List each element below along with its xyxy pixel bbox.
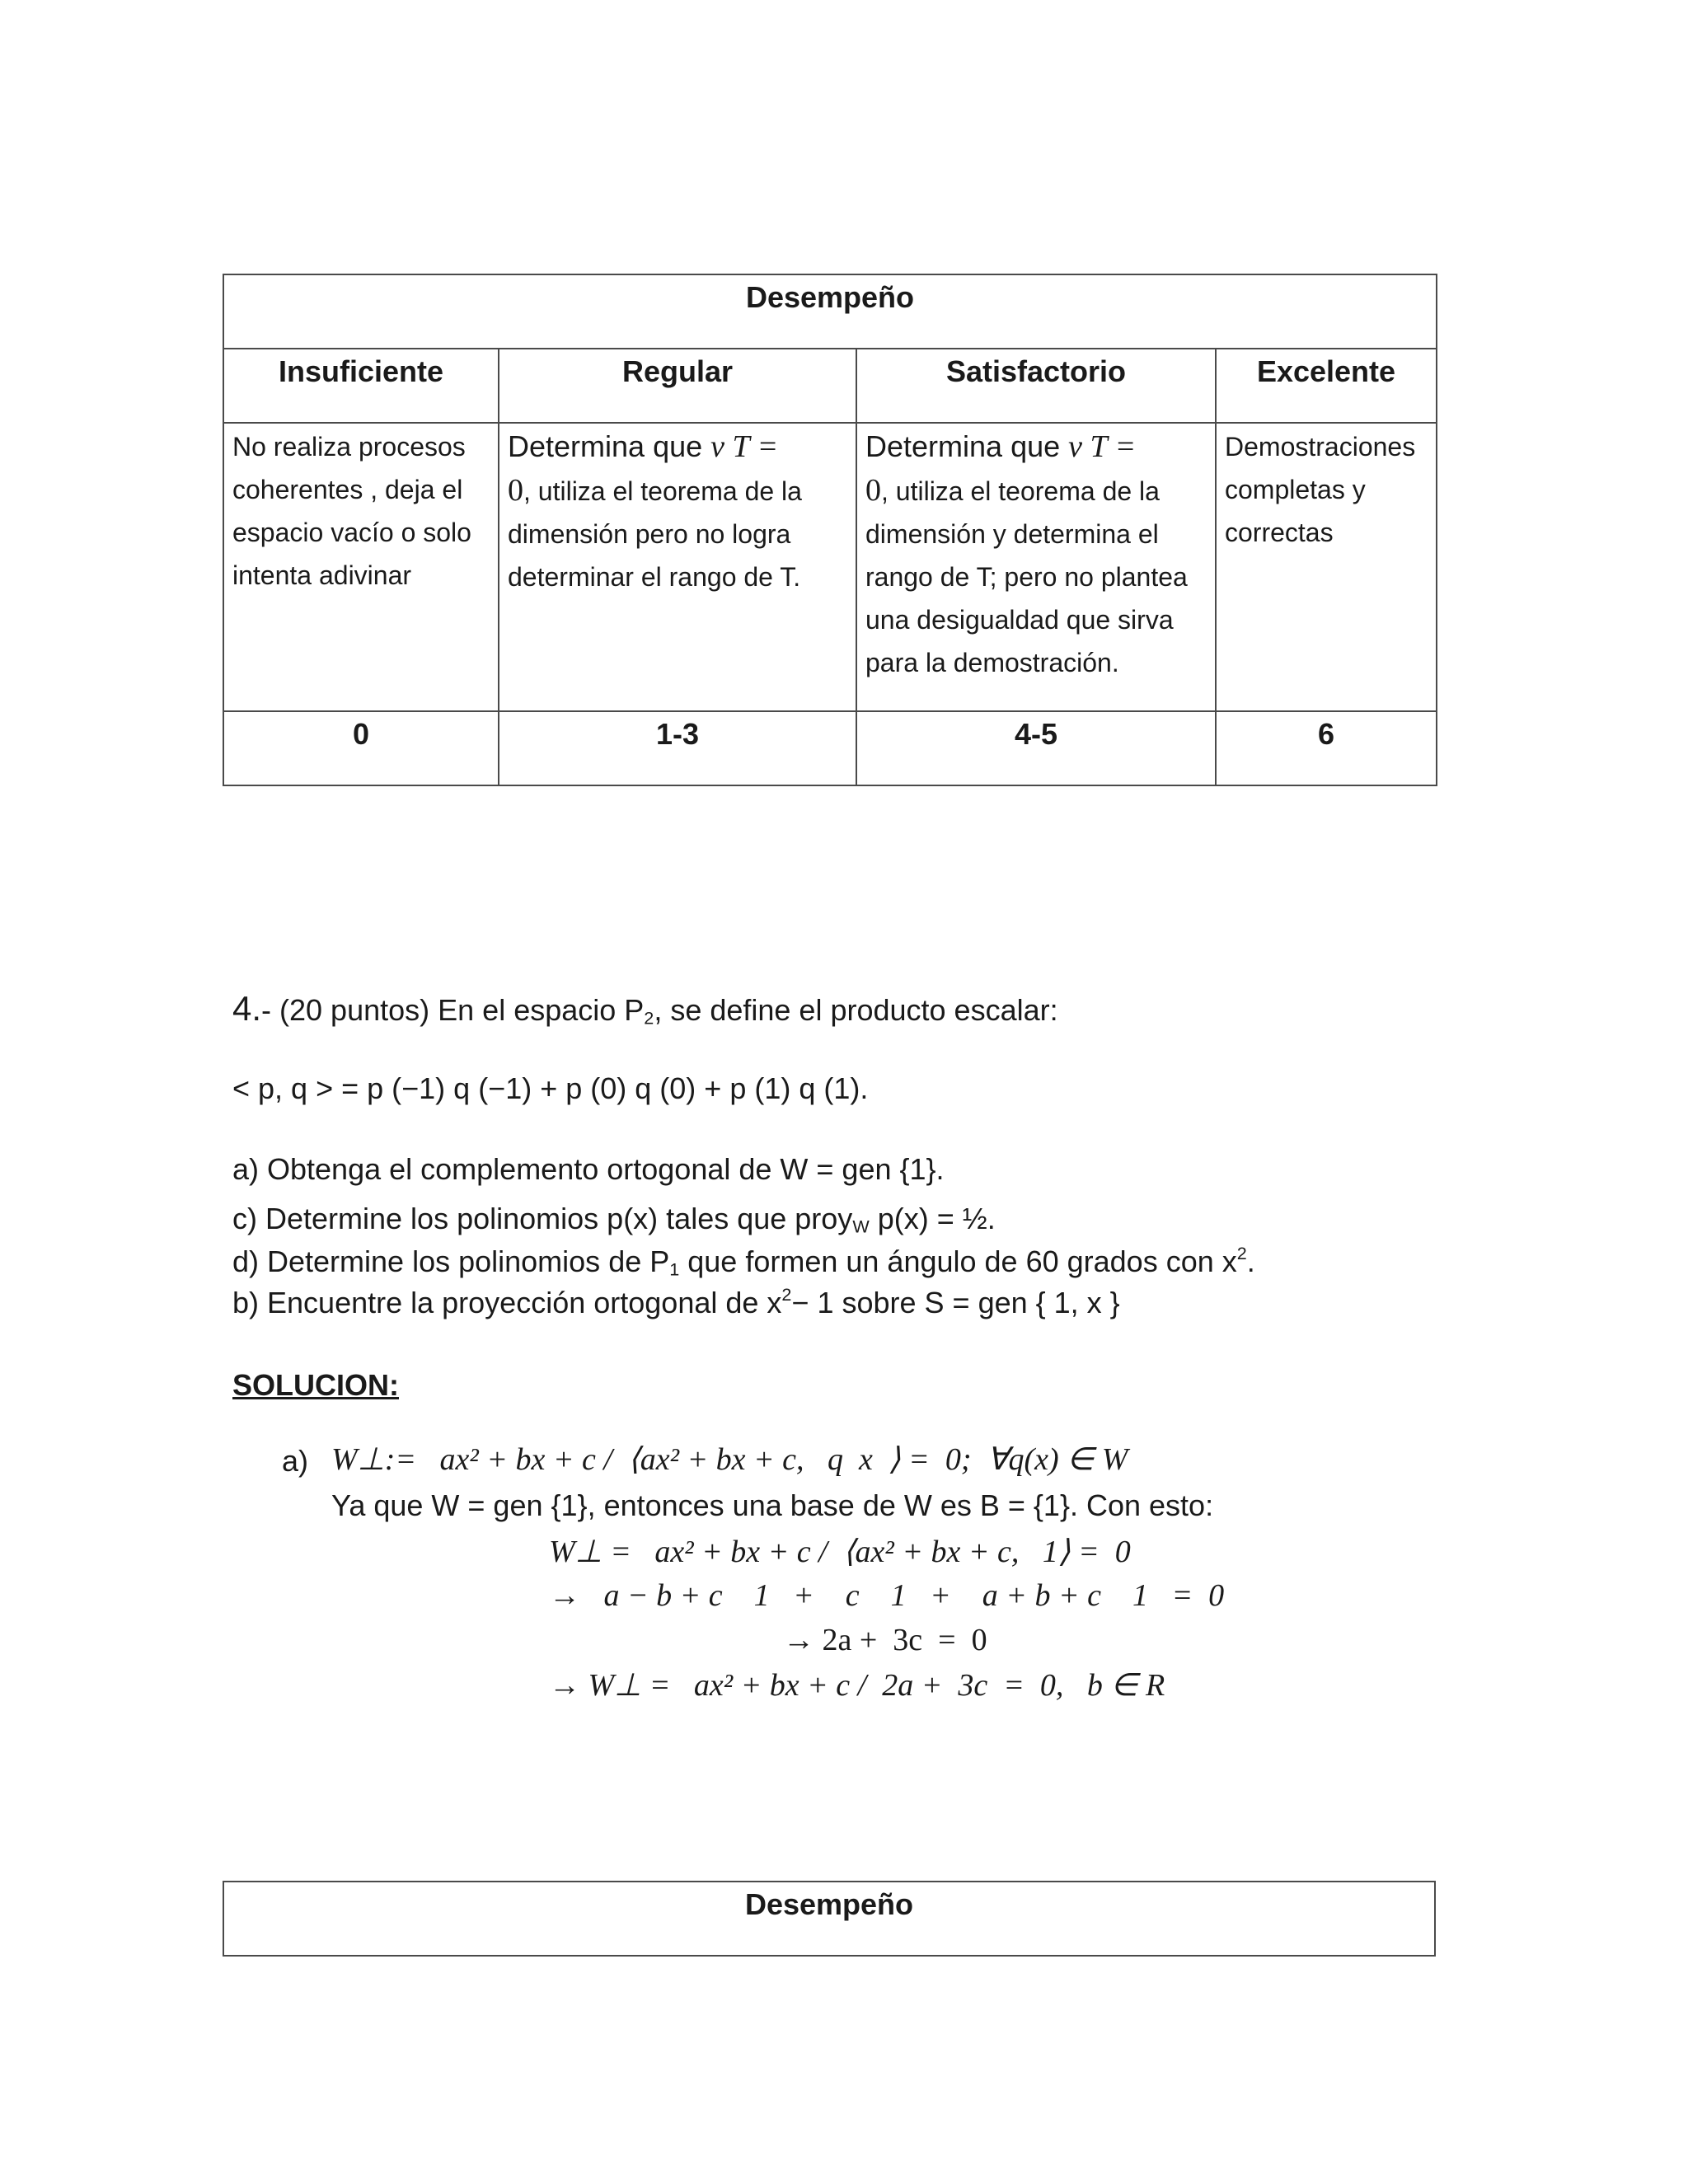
item-c-text: c) Determine los polinomios p(x) tales que proy bbox=[232, 1202, 853, 1235]
desc-satisfactorio-math: ν T = bbox=[1068, 429, 1137, 464]
item-d-tail: . bbox=[1246, 1244, 1255, 1278]
item-d-text: d) Determine los polinomios de P bbox=[232, 1244, 670, 1278]
desc-regular-zero: 0 bbox=[508, 473, 523, 508]
desc-regular-text: , utiliza el teorema de la dimensión pero no logra determinar el rango de T. bbox=[508, 476, 802, 592]
desc-insuficiente bbox=[223, 423, 499, 711]
desc-insuficiente-text: No realiza procesos coherentes , deja el espacio vacío o solo intenta adivinar bbox=[232, 432, 471, 590]
problem-intro-text: - (20 puntos) En el espacio P bbox=[261, 993, 645, 1027]
item-d-sub: 1 bbox=[669, 1258, 680, 1280]
desc-satisfactorio-lead: Determina que bbox=[865, 429, 1069, 463]
item-a: a) Obtenga el complemento ortogonal de W = gen {1}. bbox=[232, 1152, 945, 1186]
desc-regular-lead: Determina que bbox=[508, 429, 711, 463]
item-b bbox=[232, 1283, 1120, 1320]
problem-intro-tail: , se define el producto escalar: bbox=[654, 993, 1058, 1027]
item-b-tail: − 1 sobre S = gen { 1, x } bbox=[791, 1286, 1120, 1319]
item-d-sup: 2 bbox=[1236, 1242, 1247, 1263]
level-excelente: Excelente bbox=[1216, 349, 1437, 423]
desc-satisfactorio-text: , utiliza el teorema de la dimensión y determina el rango de T; pero no plantea una desigualdad que sirva para la demostración. bbox=[865, 476, 1188, 677]
rubric-title: Desempeño bbox=[223, 274, 1437, 349]
solution-line-3: W⊥ = ax² + bx + c / ⟨ax² + bx + c, 1⟩ = 0 bbox=[549, 1535, 1131, 1569]
item-c-sub: W bbox=[852, 1216, 870, 1237]
item-d bbox=[232, 1244, 1255, 1279]
solution-heading: SOLUCION: bbox=[232, 1368, 399, 1402]
item-c-tail: p(x) = ½. bbox=[869, 1202, 996, 1235]
solution-line-5: → 2a + 3c = 0 bbox=[783, 1623, 987, 1657]
item-d-mid: que formen un ángulo de 60 grados con x bbox=[679, 1244, 1237, 1278]
score-excelente: 6 bbox=[1216, 711, 1437, 785]
solution-line-4: → a − b + c 1 + c 1 + a + b + c 1 = 0 bbox=[549, 1578, 1225, 1613]
solution-line-1: W⊥:= ax² + bx + c / ⟨ax² + bx + c, q x ⟩ = 0; ∀q(x) ∈ W bbox=[331, 1442, 1128, 1477]
rubric-table bbox=[223, 274, 1437, 786]
desc-regular bbox=[499, 423, 856, 711]
score-satisfactorio: 4-5 bbox=[856, 711, 1216, 785]
solution-a-label: a) bbox=[282, 1444, 309, 1478]
desc-excelente bbox=[1216, 423, 1437, 711]
item-b-sup: 2 bbox=[781, 1283, 792, 1305]
desc-regular-math: ν T = bbox=[710, 429, 779, 464]
level-satisfactorio: Satisfactorio bbox=[856, 349, 1216, 423]
rubric-2-title: Desempeño bbox=[223, 1882, 1435, 1956]
score-regular: 1-3 bbox=[499, 711, 856, 785]
scalar-product-definition: < p, q > = p (−1) q (−1) + p (0) q (0) + p (1) q (1). bbox=[232, 1071, 869, 1105]
desc-excelente-text: Demostraciones completas y correctas bbox=[1225, 432, 1416, 547]
solution-line-2: Ya que W = gen {1}, entonces una base de W es B = {1}. Con esto: bbox=[331, 1488, 1214, 1522]
rubric-table-2 bbox=[223, 1881, 1436, 1957]
problem-number: 4. bbox=[232, 989, 262, 1028]
desc-satisfactorio-zero: 0 bbox=[865, 473, 881, 508]
problem-intro-sub: 2 bbox=[644, 1007, 654, 1029]
desc-satisfactorio bbox=[856, 423, 1216, 711]
solution-line-6: → W⊥ = ax² + bx + c / 2a + 3c = 0, b ∈ R bbox=[549, 1668, 1165, 1703]
item-b-text: b) Encuentre la proyección ortogonal de x bbox=[232, 1286, 782, 1319]
problem-intro bbox=[232, 989, 1058, 1029]
level-insuficiente: Insuficiente bbox=[223, 349, 499, 423]
item-c bbox=[232, 1202, 996, 1236]
level-regular: Regular bbox=[499, 349, 856, 423]
score-insuficiente: 0 bbox=[223, 711, 499, 785]
